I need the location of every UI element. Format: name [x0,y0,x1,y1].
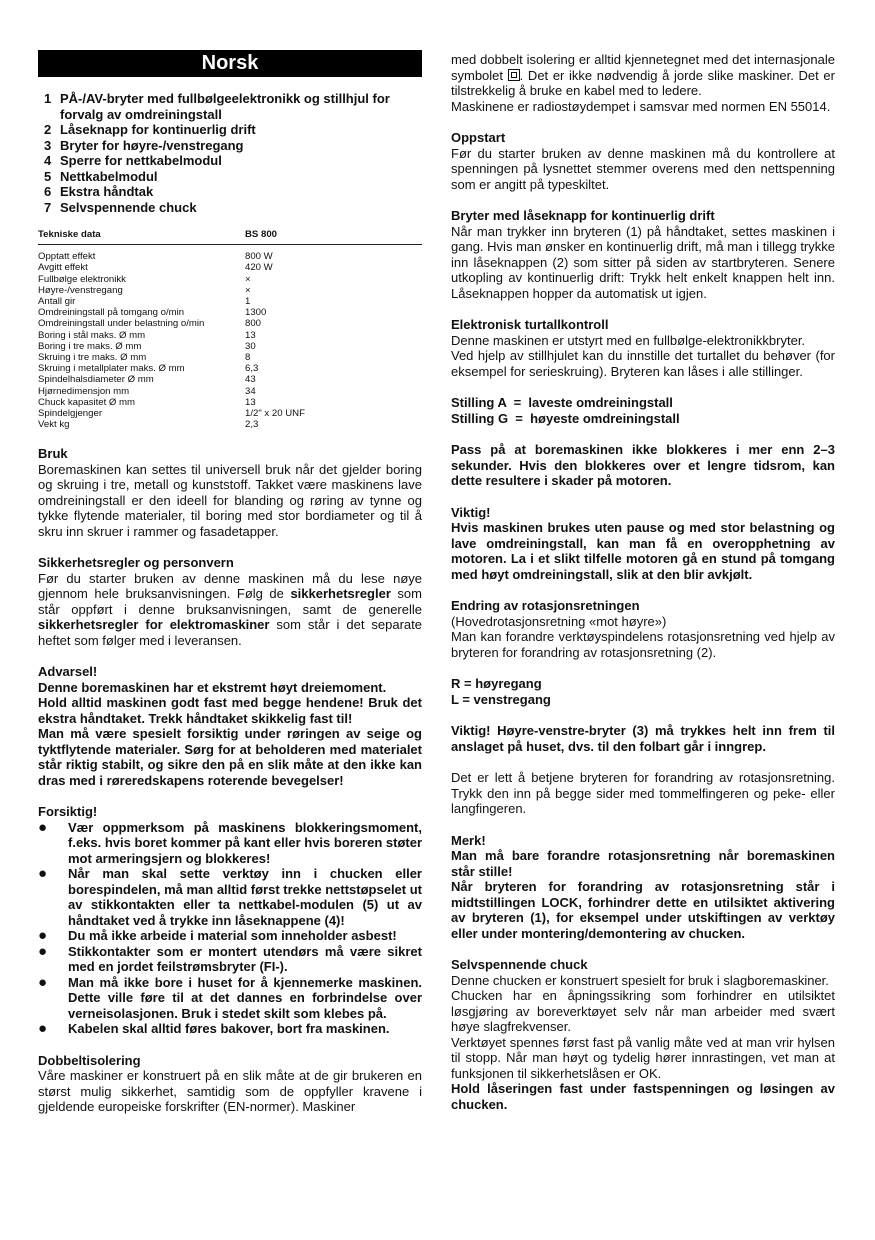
section-block-warning [451,442,835,489]
spec-name: Boring i stål maks. Ø mm [38,329,146,341]
spec-name: Antall gir [38,296,76,308]
part-number: 4 [44,153,52,168]
position-a: Stilling A = laveste omdreiningstall [451,395,673,410]
warning-text: Hold alltid maskinen godt fast med begge hendene! Bruk det ekstra håndtaket. Trekk håndtaket skikkelig fast til! [38,695,422,726]
section-heading: Selvspennende chuck [451,957,588,972]
section-text [38,571,422,649]
section-speed-control [451,317,835,379]
spec-value: 43 [245,374,256,386]
warning-text: Denne boremaskinen har et ekstremt høyt dreiemoment. [38,679,387,695]
spec-value: 420 W [245,262,273,274]
caution-list [38,820,422,1037]
section-heading: Advarsel! [38,664,98,680]
section-text: Hold låseringen fast under fastspenningen og løsingen av chucken. [451,1081,835,1112]
spec-name: Skruing i metallplater maks. Ø mm [38,363,185,375]
spec-value: 2,3 [245,419,259,431]
parts-list-item [44,169,422,185]
spec-value: 8 [245,352,251,364]
parts-list-item [44,200,422,216]
spec-name: Skruing i tre maks. Ø mm [38,352,147,364]
spec-name: Omdreiningstall under belastning o/min [38,318,205,330]
spec-name: Vekt kg [38,419,70,431]
section-important-2 [451,723,835,754]
section-note [451,833,835,942]
list-item [38,928,422,944]
bullet-icon: ● [38,1020,48,1038]
table-row [38,251,422,262]
right-column [451,52,835,1112]
bullet-icon: ● [38,927,48,945]
section-subtitle: (Hovedrotasjonsretning «mot høyre») [451,613,667,629]
text-run: med dobbelt isolering er alltid kjennetegnet med det internasjonale symbolet [451,52,835,83]
table-row [38,363,422,374]
section-rotation [451,598,835,660]
parts-list-item [44,122,422,138]
section-text: Denne chucken er konstruert spesielt for bruk i slagboremaskiner. [451,972,829,988]
table-row [38,307,422,318]
section-startup [451,130,835,192]
table-row [38,386,422,397]
parts-list-item [44,138,422,154]
part-label: Ekstra håndtak [60,184,154,199]
bold-run: sikkerhetsregler for elektromaskiner [38,617,270,633]
section-text: Når bryteren for forandring av rotasjonsretning står i midtstillingen LOCK, forhindrer dette en utilsiktet aktivering av bryteren (1), for eksempel under utskiftingen av verktøy eller under montering/demontering av chucken. [451,879,835,941]
spec-name: Avgitt effekt [38,262,88,274]
direction-l: L = venstregang [451,691,551,707]
part-number: 2 [44,122,52,137]
spec-name: Spindelhalsdiameter Ø mm [38,374,154,386]
table-header-model: BS 800 [245,229,277,240]
section-text: Man må bare forandre rotasjonsretning når boremaskinen står stille! [451,848,835,879]
language-banner: Norsk [38,50,422,77]
list-item-text: Når man skal sette verktøy inn i chucken eller borespindelen, må man alltid først trekke nettstøpselet ut av stikkontakten eller ta nettkabel-modulen (5) ut av håndtaket ved å trykke inn låseknappene (4)! [68,866,422,928]
bullet-icon: ● [38,865,48,883]
section-heading: Dobbeltisolering [38,1052,141,1068]
section-heading: Merk! [451,832,486,848]
section-text: Maskinene er radiostøydempet i samsvar med normen EN 55014. [451,98,831,114]
bullet-icon: ● [38,818,48,836]
section-text: Når man trykker inn bryteren (1) på håndtaket, settes maskinen i gang. Hvis man ønsker en kontinuerlig drift, må man i tillegg trykke inn låseknappen (2) som sitter på siden av startbryteren. Senere utkopling av kontinuerlig drift: Trykk helt enkelt knappen helt inn. Låseknappen hopper da automatisk ut igjen. [451,223,835,301]
list-item-text: Du må ikke arbeide i material som inneholder asbest! [68,928,397,944]
table-row [38,419,422,430]
bullet-icon: ● [38,973,48,991]
section-positions [451,395,835,426]
section-important [451,505,835,583]
section-heading: Bryter med låseknapp for kontinuerlig drift [451,208,715,223]
table-row [38,318,422,329]
section-heading: Oppstart [451,130,506,145]
parts-list-item [44,184,422,200]
table-row [38,408,422,419]
section-heading: Forsiktig! [38,804,98,820]
part-number: 5 [44,168,52,184]
parts-list [44,91,422,215]
part-label: Låseknapp for kontinuerlig drift [60,122,256,137]
section-heading: Elektronisk turtallkontroll [451,317,609,332]
section-heading: Bruk [38,446,68,462]
section-rl [451,676,835,707]
spec-value: × [245,273,251,285]
table-row [38,285,422,296]
table-header-label: Tekniske data [38,229,101,240]
section-warning [38,664,422,788]
part-number: 6 [44,184,52,199]
spec-name: Hjørnedimensjon mm [38,385,130,397]
list-item-text: Stikkontakter som er montert utendørs må være sikret med en jordet feilstrømsbryter (FI-). [68,943,422,975]
spec-value: 1/2" x 20 UNF [245,408,305,420]
section-heading: Endring av rotasjonsretningen [451,598,640,613]
section-safety [38,555,422,648]
text-run: som står i det separate heftet som følger med i leveransen. [38,617,422,648]
section-text: Ved hjelp av stillhjulet kan du innstille det turtallet du behøver (for eksempel for serieskruing). Bryteren kan låses i alle stillinger. [451,348,835,379]
spec-value: × [245,284,251,296]
table-row [38,296,422,307]
part-label: Nettkabelmodul [60,168,158,184]
spec-name: Spindelgjenger [38,408,103,420]
list-item-text: Man må ikke bore i huset for å kjennemerke maskinen. Dette ville føre til at det dannes en forbrindelse over verneisolasjonen. Bruk i stedet skilt som klebes på. [68,974,422,1021]
table-row [38,397,422,408]
section-text: Denne maskinen er utstyrt med en fullbølge-elektronikkbryter. [451,332,806,348]
table-row [38,341,422,352]
section-text: Viktig! Høyre-venstre-bryter (3) må trykkes helt inn frem til anslaget på huset, dvs. til den folbart går i inngrep. [451,723,835,754]
spec-name: Boring i tre maks. Ø mm [38,340,142,352]
spec-value: 13 [245,329,256,341]
spec-name: Høyre-/venstregang [38,284,123,296]
list-item-text: Kabelen skal alltid føres bakover, bort fra maskinen. [68,1021,390,1037]
section-easy [451,770,835,817]
parts-list-item [44,91,422,122]
table-row [38,262,422,273]
section-double-insulation [38,1053,422,1115]
section-text: Chucken har en åpningssikring som forhindrer en utilsiktet løsgjøring av boreverktøyet selv når man arbeider med svært høye slagfrekvenser. [451,988,835,1034]
section-text: Det er lett å betjene bryteren for forandring av rotasjonsretning. Trykk den inn på begge sider med tommelfingeren og peke- eller langfingeren. [451,770,835,816]
position-g: Stilling G = høyeste omdreiningstall [451,410,680,426]
parts-list-item [44,153,422,169]
left-column [38,50,422,1115]
bullet-icon: ● [38,942,48,960]
section-text: Boremaskinen kan settes til universell bruk når det gjelder boring og skruing i tre, metall og kunststoff. Takket være maskinens lave omdreiningstall er den ideell for blanding og røring av tynne og tykke flytende materialer, til boring med stor bordiameter og til å skru inn skruer i rammer og fasadetapper. [38,461,422,539]
spec-value: 1 [245,296,251,308]
warning-text: Man må være spesielt forsiktig under røringen av seige og tyktflytende materialer. Sørg for at beholderen med materialet står riktig stabilt, og sikre den på en slik måte at den ikke kan dras med i røreredskapens roterende bevegelser! [38,726,422,788]
spec-value: 1300 [245,307,267,319]
section-text: Verktøyet spennes først fast på vanlig måte ved at man vrir hylsen til stopp. Når man høyt og tydelig hører innrastingen, vet man at funksjonen til sikkerhetslåsen er OK. [451,1034,835,1081]
list-item [38,1021,422,1037]
spec-name: Omdreiningstall på tomgang o/min [38,307,185,319]
spec-name: Fullbølge elektronikk [38,273,126,285]
part-label: Sperre for nettkabelmodul [60,153,222,168]
technical-data-table [38,229,422,430]
section-text: Før du starter bruken av denne maskinen må du kontrollere at spenningen på lysnettet stemmer overens med den nettspenning som er angitt på typeskiltet. [451,145,835,192]
spec-value: 800 W [245,251,273,263]
spec-value: 13 [245,396,256,408]
section-text: Man kan forandre verktøyspindelens rotasjonsretning ved hjelp av bryteren for forandring av rotasjonsretning (2). [451,629,835,660]
part-label: PÅ-/AV-bryter med fullbølgeelektronikk og stillhjul for forvalg av omdreiningstall [60,91,390,122]
list-item [38,944,422,975]
list-item [38,820,422,867]
direction-r: R = høyregang [451,676,542,691]
section-text: Våre maskiner er konstruert på en slik måte at de gir brukeren en størst mulig sikkerhet, samtidig som de oppfyller kravene i gjeldende europeiske forskrifter (EN-normer). Maskiner [38,1068,422,1115]
section-text: Pass på at boremaskinen ikke blokkeres i mer enn 2–3 sekunder. Hvis den blokkeres over et lengre tidsrom, kan dette resultere i skader på motoren. [451,442,835,488]
text-run: . Det er ikke nødvendig å jorde slike maskiner. Det er tilstrekkelig å bruke en kabel med to ledere. [451,67,835,98]
table-row [38,274,422,285]
section-chuck [451,957,835,1112]
section-heading: Viktig! [451,504,491,520]
spec-value: 34 [245,385,256,397]
spec-name: Opptatt effekt [38,251,96,263]
section-switch [451,208,835,301]
text-run: som står oppført i denne bruksanvisningen, samt de generelle [38,586,422,617]
part-label: Selvspennende chuck [60,199,197,215]
table-row [38,374,422,385]
section-heading: Sikkerhetsregler og personvern [38,555,234,571]
spec-name: Chuck kapasitet Ø mm [38,396,136,408]
spec-value: 6,3 [245,363,259,375]
part-number: 3 [44,137,52,153]
part-number: 1 [44,91,52,106]
bold-run: sikkerhetsregler [290,586,391,602]
table-header [38,229,422,245]
list-item [38,975,422,1022]
spec-value: 800 [245,318,262,330]
table-row [38,330,422,341]
section-text: Hvis maskinen brukes uten pause og med stor belastning og lave omdreiningstall, kan man få en overopphetning av motoren. La i et slikt tilfelle motoren gå en stund på tomgang med høyt omdreiningstall, slik at den blir avkjølt. [451,520,835,582]
section-bruk [38,446,422,539]
list-item-text: Vær oppmerksom på maskinens blokkeringsmoment, f.eks. hvis boret kommer på kant eller hvis boreren støter mot armeringsjern og blokkeres! [68,819,423,866]
list-item [38,866,422,928]
double-insulation-icon [508,69,520,81]
section-caution [38,804,422,1037]
part-label: Bryter for høyre-/venstregang [60,137,244,153]
text-run: Før du starter bruken av denne maskinen må du lese nøye gjennom hele bruksanvisningen. Følg de [38,570,422,602]
section-text [451,52,835,99]
spec-value: 30 [245,340,256,352]
table-row [38,352,422,363]
part-number: 7 [44,199,52,215]
